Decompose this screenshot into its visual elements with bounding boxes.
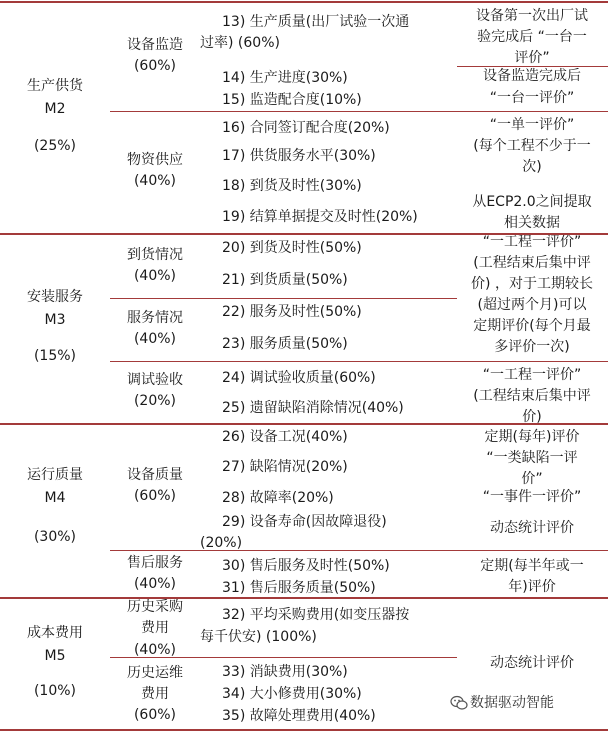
- evaluation-method-line: 评价”: [514, 50, 550, 66]
- group-title-line: 历史采购: [127, 599, 183, 615]
- group-title-line: (40%): [133, 642, 177, 658]
- section-divider: [0, 423, 608, 425]
- method-divider: [457, 66, 608, 67]
- index-item-line: 29) 设备寿命(因故障退役): [222, 514, 387, 530]
- index-item-line: 22) 服务及时性(50%): [222, 304, 362, 320]
- group-title-line: 费用: [141, 620, 169, 636]
- index-item-line: 27) 缺陷情况(20%): [222, 459, 348, 475]
- group-title-line: (60%): [133, 488, 177, 504]
- evaluation-method-line: 动态统计评价: [490, 520, 574, 536]
- index-item-line: 35) 故障处理费用(40%): [222, 708, 376, 724]
- evaluation-method-line: “一工程一评价”: [482, 234, 582, 250]
- index-item-line: 26) 设备工况(40%): [222, 429, 348, 445]
- index-item-line: 28) 故障率(20%): [222, 490, 334, 506]
- index-item-line: 20) 到货及时性(50%): [222, 240, 362, 256]
- section-title-line: 运行质量: [27, 467, 83, 483]
- index-item-line: (20%): [200, 535, 243, 551]
- section-title-line: M5: [44, 648, 66, 664]
- index-item-line: 24) 调试验收质量(60%): [222, 370, 376, 386]
- index-item-line: 16) 合同签订配合度(20%): [222, 120, 390, 136]
- group-title-line: 到货情况: [127, 247, 183, 263]
- index-item-line: 13) 生产质量(出厂试验一次通: [222, 14, 410, 30]
- evaluation-method-line: “一台一评价”: [489, 90, 575, 106]
- index-item-line: 15) 监造配合度(10%): [222, 92, 362, 108]
- group-title-line: 历史运维: [127, 665, 183, 681]
- evaluation-method-line: (工程结束后集中评: [473, 388, 591, 404]
- evaluation-method-line: 定期(每半年或一: [480, 558, 584, 574]
- group-divider: [110, 111, 608, 112]
- evaluation-method-line: 动态统计评价: [490, 655, 574, 671]
- index-item-line: 23) 服务质量(50%): [222, 336, 348, 352]
- group-title-line: (60%): [133, 58, 177, 74]
- evaluation-method-line: “一单一评价”: [489, 117, 575, 133]
- evaluation-method-line: (工程结束后集中评: [473, 255, 591, 271]
- evaluation-method-line: 价): [522, 409, 542, 425]
- group-title-line: 设备质量: [127, 467, 183, 483]
- index-item-line: 33) 消缺费用(30%): [222, 664, 348, 680]
- evaluation-method-line: 价”: [521, 471, 543, 487]
- evaluation-method-line: 定期(每年)评价: [484, 429, 580, 445]
- index-item-line: 21) 到货质量(50%): [222, 272, 348, 288]
- section-title-line: M2: [44, 101, 66, 117]
- evaluation-method-line: 多评价一次): [494, 339, 570, 355]
- section-title-line: M4: [44, 490, 66, 506]
- index-item-line: 每千伏安) (100%): [200, 629, 317, 645]
- group-divider: [110, 298, 457, 299]
- section-title-line: (10%): [33, 683, 77, 699]
- index-item-line: 34) 大小修费用(30%): [222, 686, 362, 702]
- evaluation-method-line: “一类缺陷一评: [486, 450, 578, 466]
- group-title-line: (40%): [133, 576, 177, 592]
- evaluation-method-line: 验完成后 “一台一: [477, 29, 587, 45]
- section-title-line: 生产供货: [27, 78, 83, 94]
- section-title-line: M3: [44, 312, 66, 328]
- section-title-line: (25%): [33, 138, 77, 154]
- group-divider: [110, 361, 608, 362]
- index-item-line: 30) 售后服务及时性(50%): [222, 558, 390, 574]
- group-title-line: 调试验收: [127, 372, 183, 388]
- group-divider: [110, 550, 608, 551]
- section-title-line: 成本费用: [27, 625, 83, 641]
- watermark-text: 数据驱动智能: [470, 695, 554, 711]
- evaluation-method-line: “一工程一评价”: [482, 367, 582, 383]
- wechat-icon: [450, 695, 468, 711]
- index-item-line: 过率) (60%): [200, 35, 280, 51]
- index-item-line: 31) 售后服务质量(50%): [222, 580, 376, 596]
- section-divider: [0, 597, 608, 599]
- section-divider: [0, 233, 608, 235]
- evaluation-method-line: “一事件一评价”: [482, 489, 582, 505]
- group-title-line: (60%): [133, 707, 177, 723]
- evaluation-method-line: 次): [522, 159, 542, 175]
- section-title-line: (30%): [33, 529, 77, 545]
- evaluation-method-line: 设备监造完成后: [483, 68, 581, 84]
- group-title-line: 物资供应: [127, 152, 183, 168]
- evaluation-method-line: 相关数据: [504, 215, 560, 231]
- table-top-rule: [0, 1, 608, 3]
- evaluation-method-line: (超过两个月)可以: [477, 297, 587, 313]
- group-divider: [110, 657, 457, 658]
- evaluation-method-line: 年)评价: [508, 579, 556, 595]
- evaluation-method-line: 价) ，对于工期较长: [471, 276, 593, 292]
- index-item-line: 19) 结算单据提交及时性(20%): [222, 209, 418, 225]
- group-title-line: (20%): [133, 393, 177, 409]
- group-title-line: (40%): [133, 268, 177, 284]
- evaluation-method-line: 设备第一次出厂试: [476, 8, 588, 24]
- group-title-line: 设备监造: [127, 37, 183, 53]
- index-item-line: 32) 平均采购费用(如变压器按: [222, 607, 410, 623]
- group-title-line: (40%): [133, 173, 177, 189]
- index-item-line: 25) 遗留缺陷消除情况(40%): [222, 400, 404, 416]
- evaluation-method-line: 定期评价(每个月最: [473, 318, 591, 334]
- evaluation-method-line: (每个工程不少于一: [473, 138, 591, 154]
- group-title-line: 费用: [141, 686, 169, 702]
- section-title-line: 安装服务: [27, 289, 83, 305]
- index-item-line: 18) 到货及时性(30%): [222, 178, 362, 194]
- group-title-line: (40%): [133, 331, 177, 347]
- group-title-line: 服务情况: [127, 310, 183, 326]
- index-item-line: 17) 供货服务水平(30%): [222, 148, 376, 164]
- evaluation-method-line: 从ECP2.0之间提取: [472, 194, 592, 210]
- group-title-line: 售后服务: [127, 555, 183, 571]
- section-title-line: (15%): [33, 348, 77, 364]
- index-item-line: 14) 生产进度(30%): [222, 70, 348, 86]
